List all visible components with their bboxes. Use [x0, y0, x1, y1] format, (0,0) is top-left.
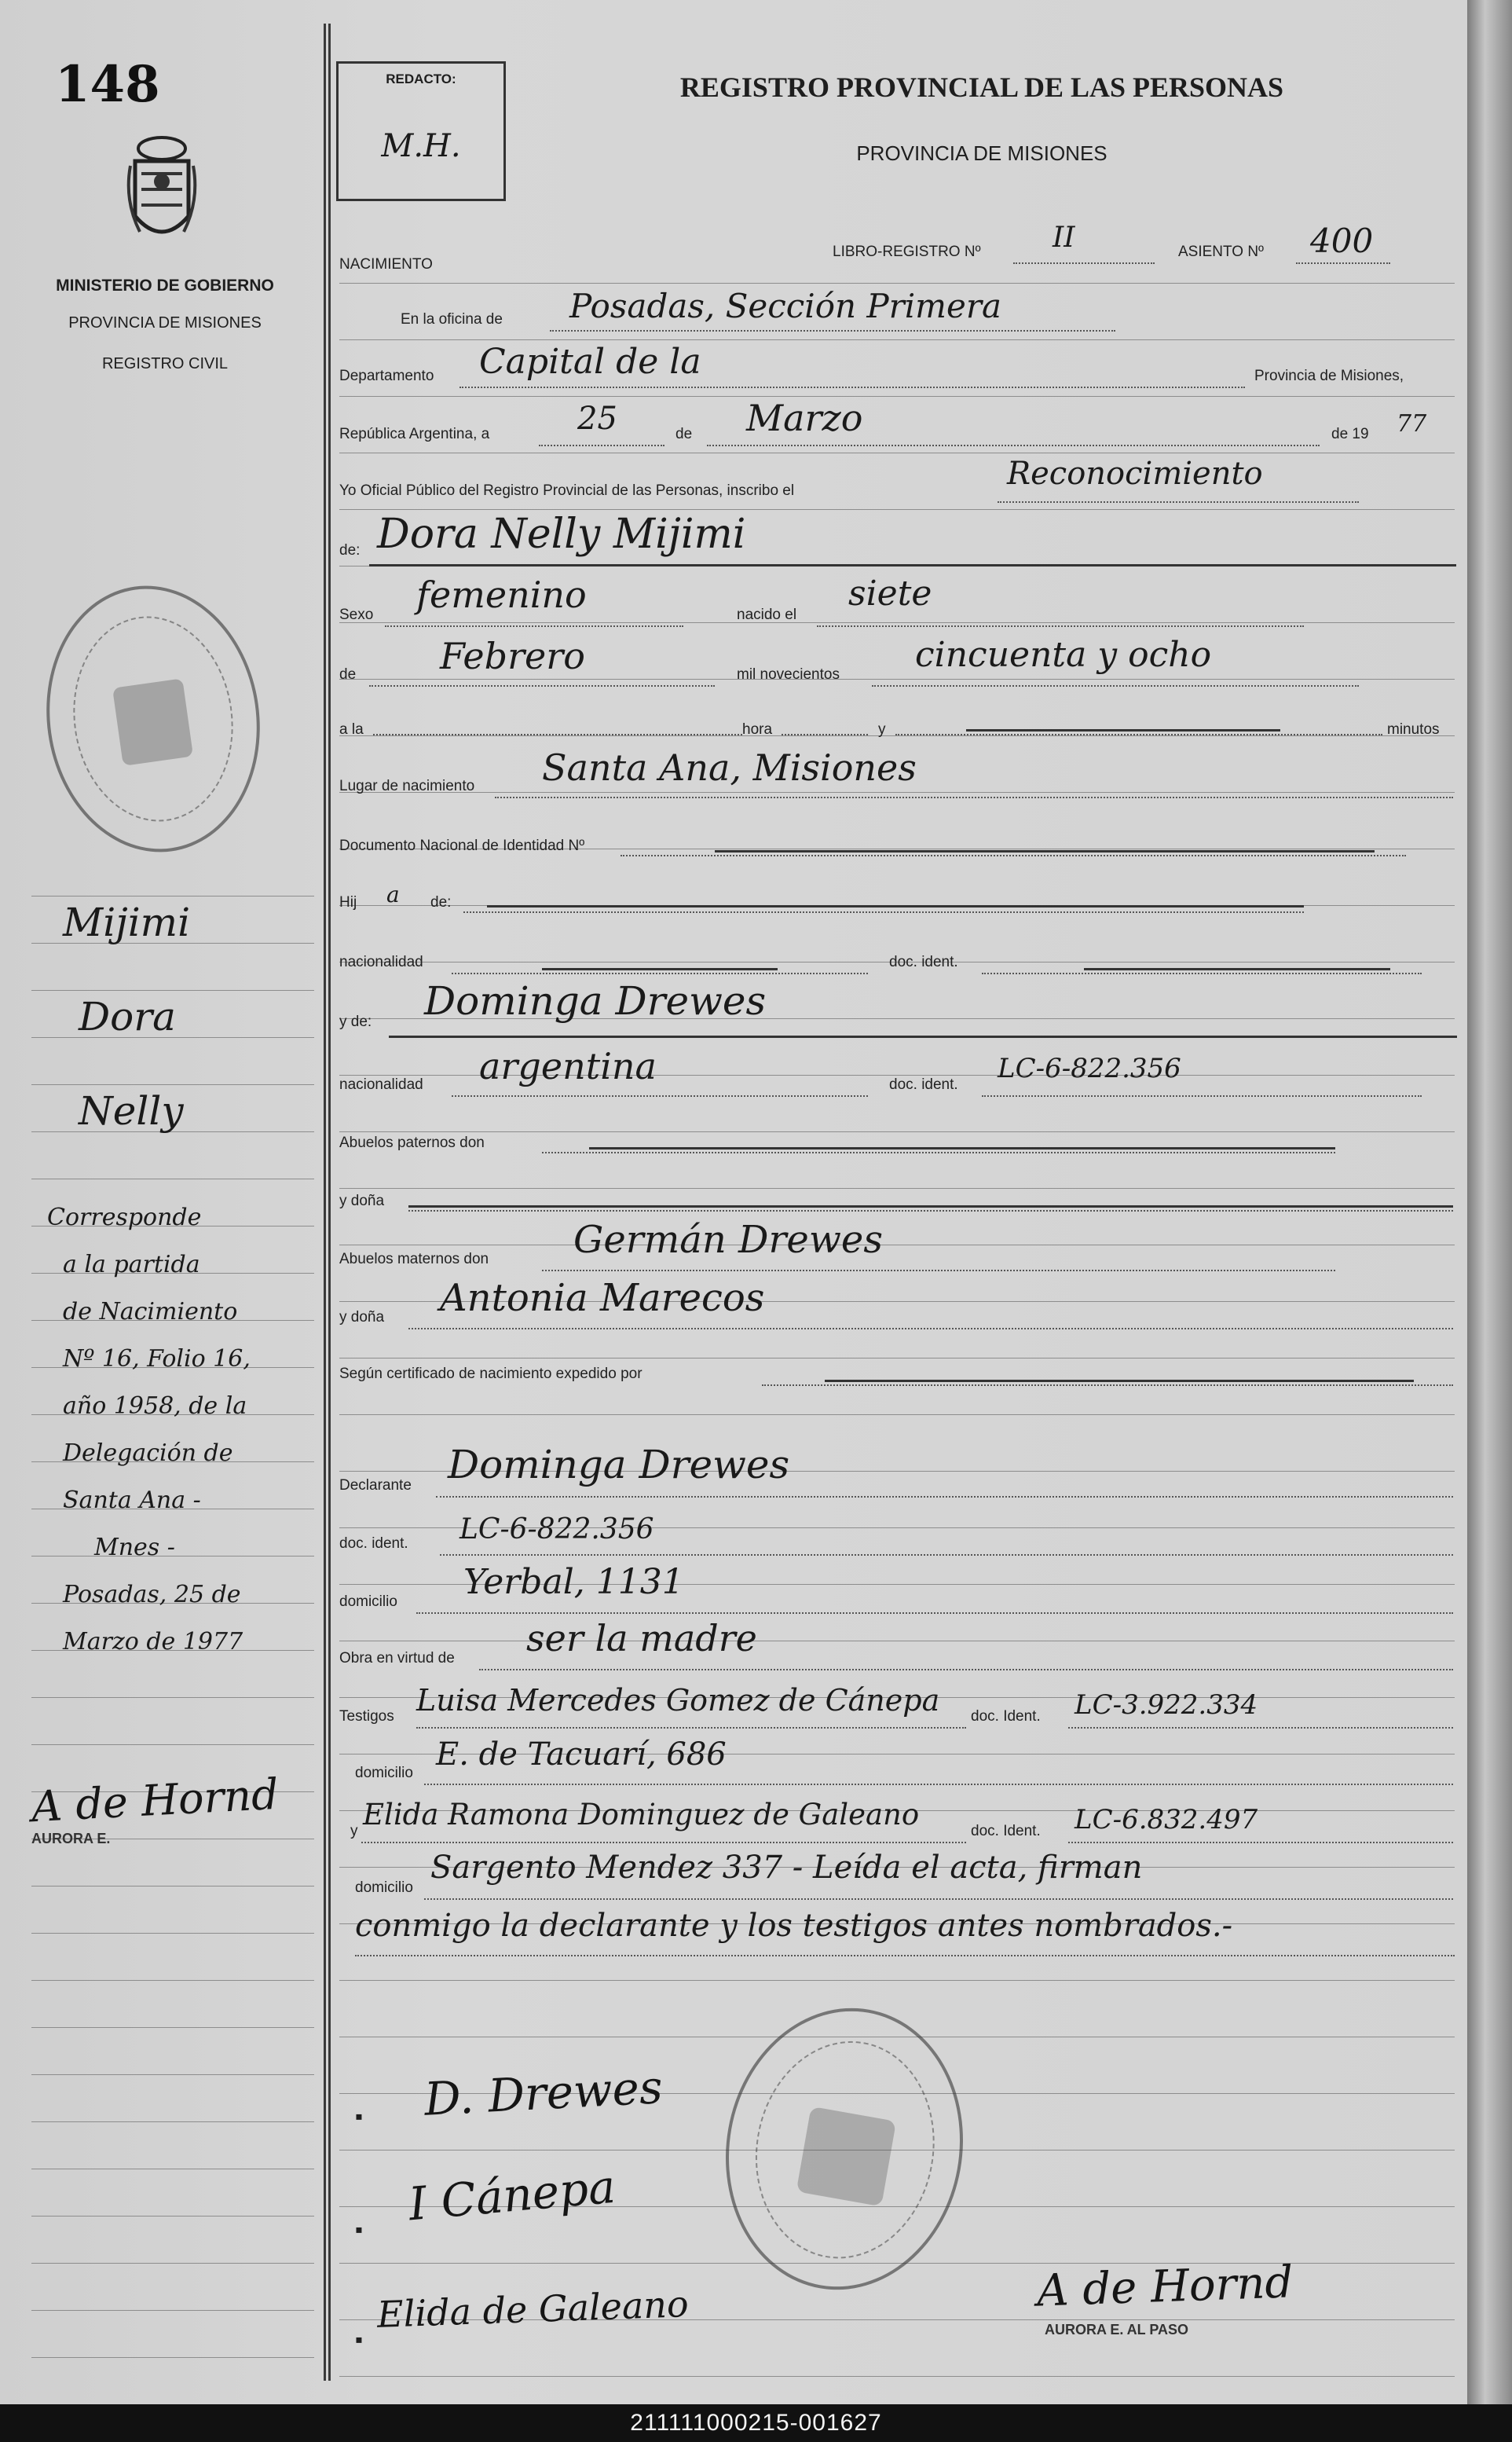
hij-de-label: de: [430, 894, 452, 911]
official-signature: A de Hornd [1035, 2257, 1294, 2317]
page-subtitle: PROVINCIA DE MISIONES [856, 141, 1107, 165]
oficina-label: En la oficina de [401, 311, 503, 328]
oficial-label: Yo Oficial Público del Registro Provincial de las Personas, inscribo el [339, 482, 795, 499]
closing-statement-value: conmigo la declarante y los testigos antes nombrados.- [355, 1908, 1233, 1944]
witness2-address-value: Sargento Mendez 337 - Leída el acta, firman [430, 1850, 1143, 1886]
margin-annotation-line: Nº 16, Folio 16, [63, 1345, 251, 1373]
asiento-value: 400 [1310, 222, 1374, 260]
margin-annotation-line: Mnes - [94, 1534, 175, 1561]
witness2-signature: Elida de Galeano [376, 2282, 690, 2336]
domicilio-witness1-label: domicilio [355, 1765, 413, 1781]
declarant-address-value: Yerbal, 1131 [463, 1562, 684, 1602]
page-number: 148 [55, 55, 160, 114]
signature-bullet-icon: ▪ [355, 2104, 363, 2128]
declarant-document-value: LC-6-822.356 [459, 1513, 654, 1546]
year-value: 77 [1397, 410, 1427, 438]
declarant-signature: D. Drewes [423, 2060, 664, 2126]
doc-ident-madre-label: doc. ident. [889, 1076, 958, 1093]
official-signature-caption: AURORA E. AL PASO [1045, 2322, 1189, 2338]
signature-bullet-icon: ▪ [355, 2327, 363, 2352]
maternal-grandmother-value: Antonia Marecos [440, 1276, 765, 1320]
y-witness2-label: y [350, 1823, 358, 1839]
margin-annotation-line: Corresponde [47, 1204, 202, 1231]
de-name-label: de: [339, 542, 361, 559]
inscription-type-value: Reconocimiento [1007, 456, 1263, 492]
declarant-name-value: Dominga Drewes [448, 1442, 790, 1487]
y-label: y [878, 721, 886, 738]
registry-stamp [30, 572, 277, 866]
redacto-initials: M.H. [381, 128, 461, 164]
birth-year-value: cincuenta y ocho [915, 635, 1212, 675]
provincia-label: Provincia de Misiones, [1254, 368, 1404, 384]
day-value: 25 [577, 401, 617, 437]
a-la-label: a la [339, 721, 364, 738]
doc-ident-witness2-label: doc. Ident. [971, 1823, 1041, 1839]
margin-annotation-line: de Nacimiento [63, 1298, 238, 1326]
domicilio-label: domicilio [339, 1593, 397, 1610]
image-id-bar: 211111000215-001627 [0, 2404, 1512, 2442]
witness1-document-value: LC-3.922.334 [1075, 1689, 1258, 1721]
witness1-signature: I Cánepa [406, 2159, 618, 2231]
obra-label: Obra en virtud de [339, 1650, 455, 1666]
y-de-label: y de: [339, 1014, 372, 1030]
redacto-label: REDACTO: [386, 72, 456, 86]
declarant-relation-value: ser la madre [526, 1617, 757, 1659]
segun-certificado-label: Según certificado de nacimiento expedido por [339, 1366, 643, 1382]
margin-signature: A de Hornd [30, 1769, 280, 1832]
mother-nationality-value: argentina [479, 1045, 657, 1087]
nacido-day-value: siete [848, 574, 932, 614]
redacto-box [336, 61, 506, 201]
ministry-label: MINISTERIO DE GOBIERNO [56, 277, 274, 295]
coat-of-arms-icon [124, 130, 200, 255]
libro-label: LIBRO-REGISTRO Nº [833, 244, 981, 260]
doc-ident-witness1-label: doc. Ident. [971, 1708, 1041, 1725]
birth-month-value: Febrero [440, 635, 585, 677]
registrant-name-value: Dora Nelly Mijimi [377, 511, 746, 558]
witness2-name-value: Elida Ramona Dominguez de Galeano [363, 1798, 920, 1832]
departamento-value: Capital de la [479, 342, 701, 382]
mother-name-value: Dominga Drewes [424, 978, 767, 1024]
departamento-label: Departamento [339, 368, 434, 384]
margin-first-name: Dora [79, 994, 176, 1040]
margin-signature-caption: AURORA E. [31, 1831, 111, 1846]
de-month-label: de [339, 666, 357, 683]
nacionalidad-padre-label: nacionalidad [339, 954, 423, 970]
de-label: de [675, 426, 693, 442]
margin-annotation-line: Santa Ana - [63, 1487, 201, 1514]
hij-label: Hij [339, 894, 357, 911]
republica-label: República Argentina, a [339, 426, 490, 442]
birthplace-value: Santa Ana, Misiones [542, 746, 917, 789]
abuelos-maternos-label: Abuelos maternos don [339, 1251, 489, 1267]
nacimiento-label: NACIMIENTO [339, 256, 433, 273]
y-dona-materna-label: y doña [339, 1309, 385, 1326]
witness1-name-value: Luisa Mercedes Gomez de Cánepa [416, 1683, 940, 1718]
civil-registry-label: REGISTRO CIVIL [101, 355, 229, 372]
margin-second-name: Nelly [79, 1088, 184, 1134]
minutos-label: minutos [1387, 721, 1440, 738]
nacionalidad-madre-label: nacionalidad [339, 1076, 423, 1093]
doc-ident-padre-label: doc. ident. [889, 954, 958, 970]
page-title: REGISTRO PROVINCIAL DE LAS PERSONAS [679, 72, 1284, 103]
witness1-address-value: E. de Tacuarí, 686 [436, 1736, 727, 1773]
y-dona-paterna-label: y doña [339, 1193, 385, 1209]
mother-document-value: LC-6-822.356 [998, 1053, 1181, 1084]
margin-annotation-line: Posadas, 25 de [63, 1581, 241, 1608]
margin-annotation-line: Marzo de 1977 [63, 1628, 243, 1656]
sexo-label: Sexo [339, 607, 374, 623]
margin-annotation-line: año 1958, de la [63, 1392, 247, 1420]
dni-label: Documento Nacional de Identidad Nº [339, 838, 585, 854]
maternal-grandfather-value: Germán Drewes [573, 1218, 883, 1262]
declarante-label: Declarante [339, 1477, 412, 1494]
nacido-label: nacido el [737, 607, 797, 623]
doc-ident-declarante-label: doc. ident. [339, 1535, 408, 1552]
mil-novecientos-label: mil novecientos [737, 666, 840, 683]
de-anio-label: de 19 [1331, 426, 1369, 442]
asiento-label: ASIENTO Nº [1178, 244, 1264, 260]
domicilio-witness2-label: domicilio [355, 1879, 413, 1896]
witness2-document-value: LC-6.832.497 [1075, 1804, 1258, 1835]
column-divider [324, 24, 326, 2381]
month-value: Marzo [746, 397, 863, 439]
book-page-edge [1467, 0, 1512, 2404]
oficina-value: Posadas, Sección Primera [569, 287, 1001, 325]
libro-value: II [1053, 222, 1075, 254]
hora-label: hora [742, 721, 773, 738]
column-divider-inner [328, 24, 331, 2381]
margin-annotation [47, 1194, 322, 1666]
margin-surname: Mijimi [63, 900, 191, 945]
abuelos-paternos-label: Abuelos paternos don [339, 1135, 485, 1151]
testigos-label: Testigos [339, 1708, 394, 1725]
lugar-label: Lugar de nacimiento [339, 778, 475, 794]
signature-bullet-icon: ▪ [355, 2217, 363, 2242]
province-label: PROVINCIA DE MISIONES [68, 314, 262, 332]
sexo-value: femenino [416, 574, 587, 616]
margin-annotation-line: Delegación de [63, 1439, 233, 1467]
margin-annotation-line: a la partida [63, 1251, 200, 1278]
hij-suffix-value: a [386, 882, 400, 908]
